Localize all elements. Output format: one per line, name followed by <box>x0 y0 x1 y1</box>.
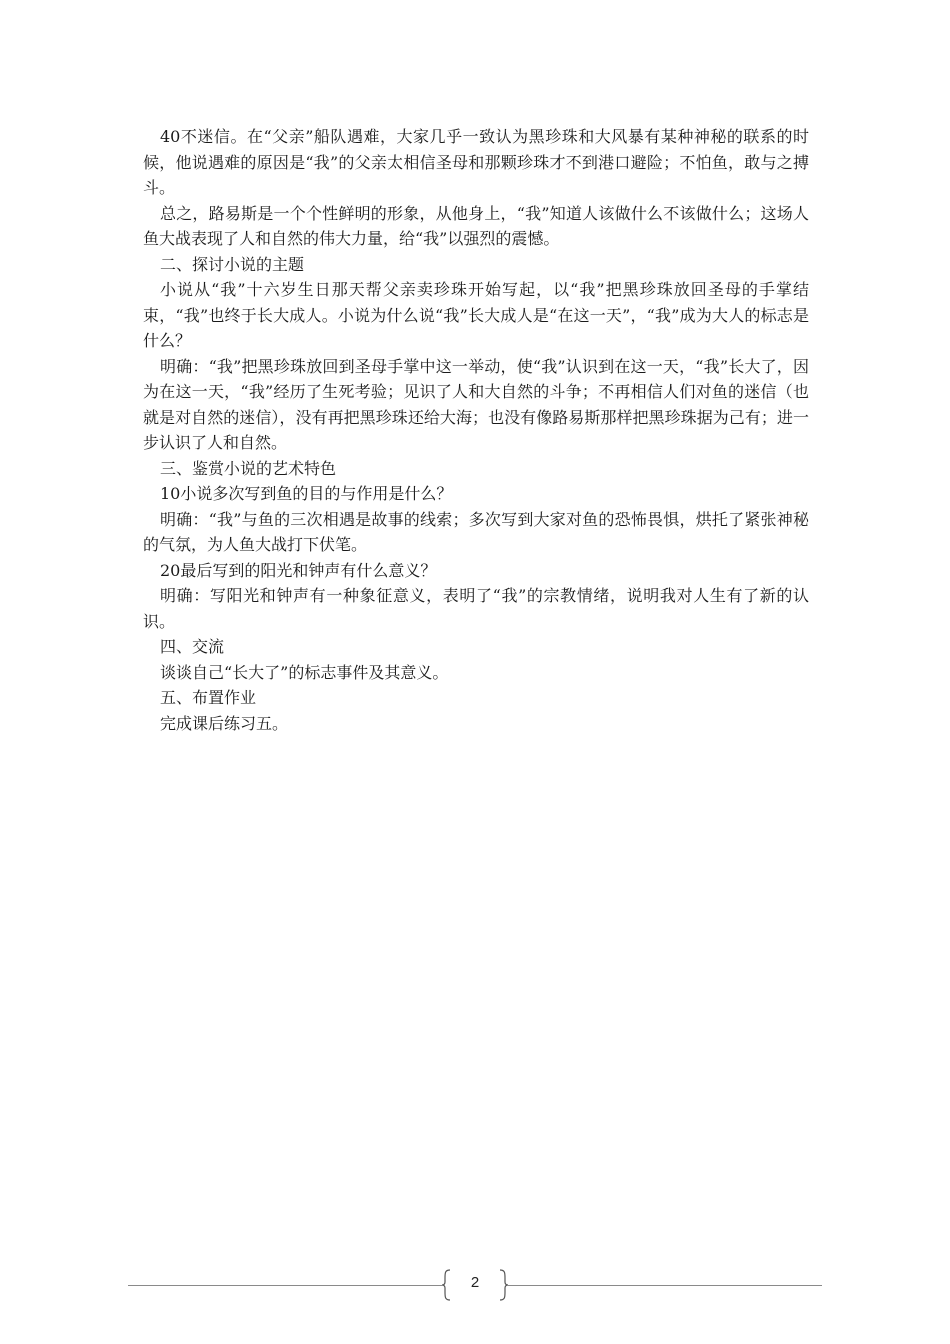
paragraph: 完成课后练习五。 <box>160 713 289 733</box>
page-number: 2 <box>470 1274 480 1291</box>
paragraph: 谈谈自己“长大了”的标志事件及其意义。 <box>160 662 449 682</box>
footer-rule-left <box>128 1285 442 1286</box>
question: 10小说多次写到鱼的目的与作用是什么？ <box>160 484 453 503</box>
document-body <box>143 124 809 736</box>
section-heading: 四、交流 <box>160 637 225 656</box>
paragraph: 40不迷信。在“父亲”船队遇难，大家几乎一致认为黑珍珠和大风暴有某种神秘的联系的时候，他说遇难的原因是“我”的父亲太相信圣母和那颗珍珠才不到港口避险；不怕鱼，敢与之搏斗。 <box>143 127 809 197</box>
left-brace-icon <box>441 1269 451 1301</box>
question: 20最后写到的阳光和钟声有什么意义？ <box>160 560 437 580</box>
section-heading: 五、布置作业 <box>160 688 257 707</box>
paragraph: 明确：“我”与鱼的三次相遇是故事的线索；多次写到大家对鱼的恐怖畏惧，烘托了紧张神秘的气氛，为人鱼大战打下伏笔。 <box>143 509 809 554</box>
paragraph: 明确：“我”把黑珍珠放回到圣母手掌中这一举动，使“我”认识到在这一天，“我”长大了，因为在这一天，“我”经历了生死考验；见识了人和大自然的斗争；不再相信人们对鱼的迷信（也就是对自然的迷信），没有再把黑珍珠还给大海；也没有像路易斯那样把黑珍珠据为己有；进一步认识了人和自然。 <box>143 356 809 452</box>
paragraph: 小说从“我”十六岁生日那天帮父亲卖珍珠开始写起，以“我”把黑珍珠放回圣母的手掌结束，“我”也终于长大成人。小说为什么说“我”长大成人是“在这一天”，“我”成为大人的标志是什么？ <box>143 280 809 350</box>
paragraph: 明确：写阳光和钟声有一种象征意义，表明了“我”的宗教情绪，说明我对人生有了新的认识。 <box>143 586 809 631</box>
paragraph: 总之，路易斯是一个个性鲜明的形象，从他身上，“我”知道人该做什么不该做什么；这场人鱼大战表现了人和自然的伟大力量，给“我”以强烈的震憾。 <box>143 203 809 248</box>
footer-rule-right <box>508 1285 822 1286</box>
section-heading: 二、探讨小说的主题 <box>160 254 305 274</box>
section-heading: 三、鉴赏小说的艺术特色 <box>160 458 337 478</box>
page-footer <box>0 1266 950 1306</box>
